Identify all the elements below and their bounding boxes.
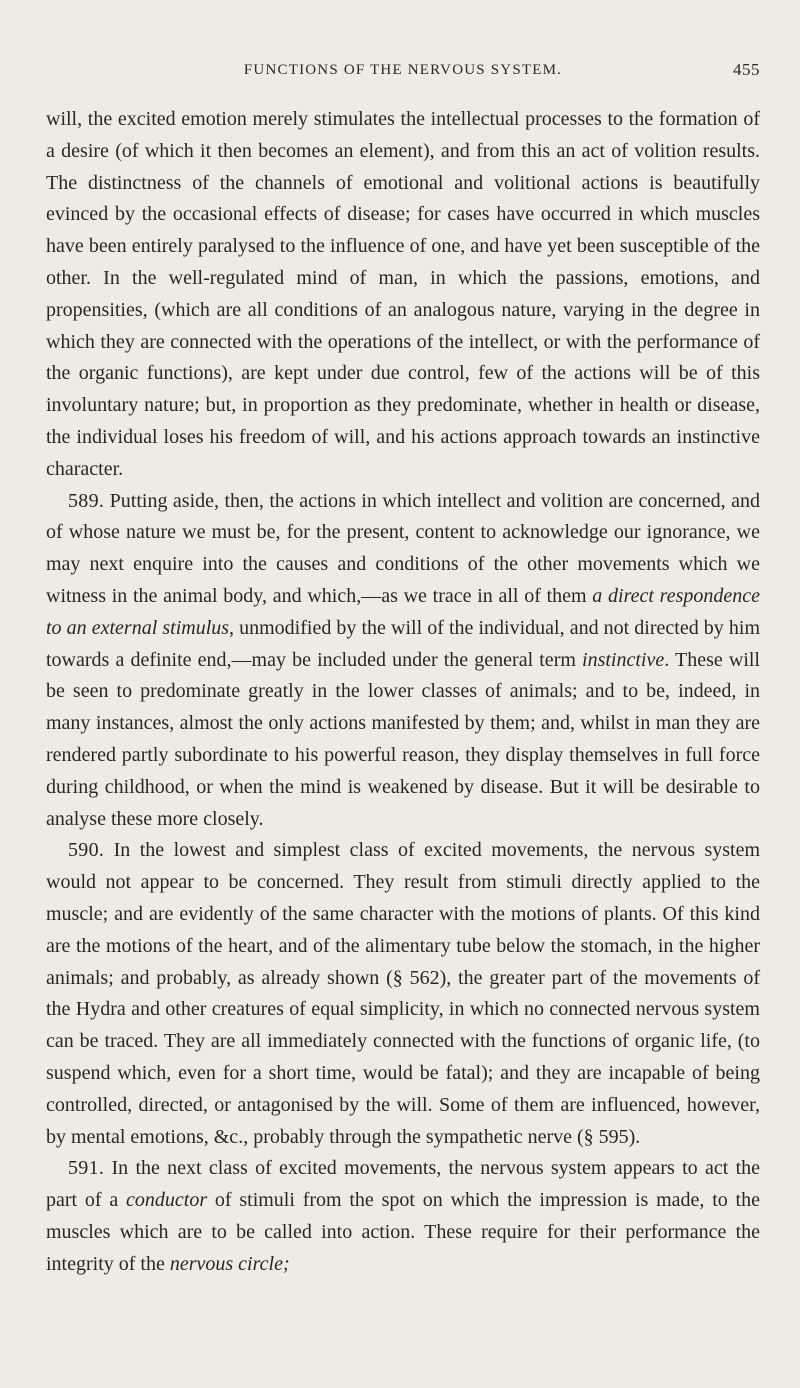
paragraph-591	[46, 1153, 760, 1280]
italic-text: conductor	[126, 1189, 208, 1212]
section-number: 589.	[68, 489, 105, 512]
text-run: of stimuli from the spot on which the impression is made, to the muscles which are to be called into action. These require for their performance the integrity of the	[46, 1189, 760, 1275]
paragraph-590	[46, 835, 760, 1153]
italic-text: instinctive	[582, 648, 665, 671]
text-run: In the lowest and simplest class of excited movements, the nervous system would not appear to be concerned. They result from stimuli directly applied to the muscle; and are evidently of the same character with the motions of plants. Of this kind are the motions of the heart, and of the alimentary tube below the stomach, in the higher animals; and probably, as already shown (§ 562), the greater part of the movements of the Hydra and other creatures of equal simplicity, in which no connected nervous system can be traced. They are all immediately connected with the functions of organic life, (to suspend which, even for a short time, would be fatal); and they are incapable of being controlled, directed, or antagonised by the will. Some of them are influenced, however, by mental emotions, &c., probably through the sympathetic nerve (§ 595).	[46, 839, 761, 1148]
section-number: 591.	[68, 1157, 105, 1180]
running-head-title: FUNCTIONS OF THE NERVOUS SYSTEM.	[243, 62, 563, 78]
paragraph-continued	[46, 104, 760, 486]
italic-text: a direct respondence to an external stimulus	[46, 584, 760, 639]
text-run: will, the excited emotion merely stimulates the intellectual processes to the formation of a desire (of which it then becomes an element), and from this an act of volition results. The distinctness of the channels of emotional and volitional actions is beautifully evinced by the occasional effects of disease; for cases have occurred in which muscles have been entirely paralysed to the influence of one, and have yet been susceptible of the other. In the well-regulated mind of man, in which the passions, emotions, and propensities, (which are all conditions of an analogous nature, varying in the degree in which they are connected with the operations of the intellect, or with the performance of the organic functions), are kept under due control, few of the actions will be of this involuntary nature; but, in proportion as they predominate, whether in health or disease, the individual loses his freedom of will, and his actions approach towards an instinctive character.	[46, 108, 760, 480]
book-page	[46, 60, 760, 1280]
text-run: . These will be seen to predominate greatly in the lower classes of animals; and to be, indeed, in many instances, almost the only actions manifested by them; and, whilst in man they are rendered partly subordinate to his powerful reason, they display themselves in full force during childhood, or when the mind is weakened by disease. But it will be desirable to analyse these more closely.	[46, 648, 760, 830]
text-run: Putting aside, then, the actions in which intellect and volition are concerned, and of whose nature we must be, for the present, content to acknowledge our ignorance, we may next enquire into the causes and conditions of the other movements which we witness in the animal body, and which,—as we trace in all of them	[46, 489, 760, 607]
paragraph-589	[46, 486, 760, 836]
body-text	[46, 104, 760, 1280]
running-head	[46, 60, 760, 86]
text-run: , unmodified by the will of the individual, and not directed by him towards a definite end,—may be included under the general term	[46, 616, 760, 671]
text-run: In the next class of excited movements, the nervous system appears to act the part of a	[46, 1157, 761, 1212]
italic-text: nervous circle;	[169, 1252, 290, 1275]
section-number: 590.	[68, 839, 105, 862]
page-number: 455	[733, 60, 760, 79]
